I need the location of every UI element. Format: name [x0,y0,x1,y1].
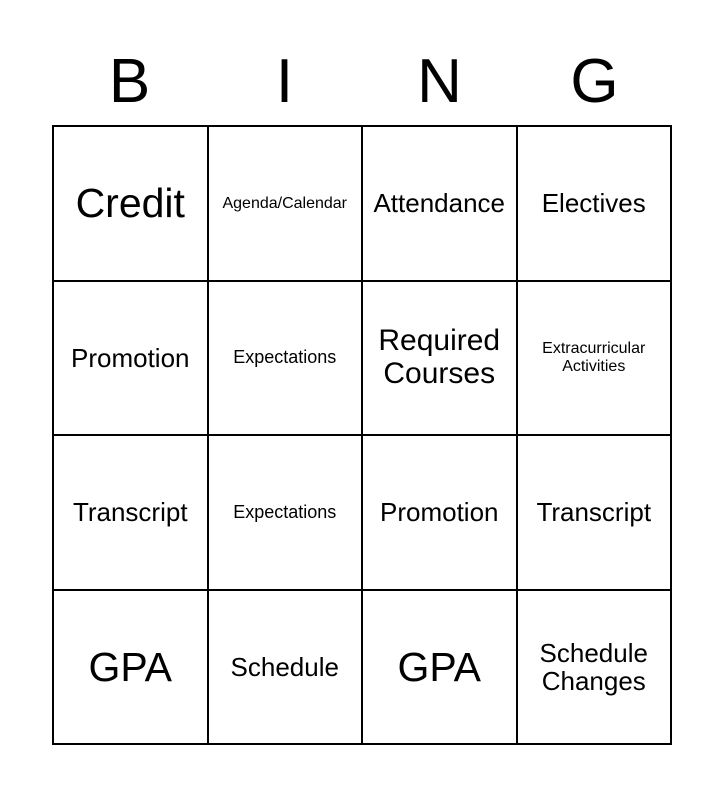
bingo-cell[interactable] [54,127,209,282]
bingo-cell[interactable] [209,591,364,746]
header-letter-n: N [417,47,462,116]
bingo-cell-label: Promotion [380,497,499,528]
bingo-cell[interactable] [209,282,364,437]
bingo-cell[interactable] [363,282,518,437]
bingo-cell[interactable] [54,591,209,746]
bingo-cell[interactable] [54,436,209,591]
bingo-cell-label: GPA [397,643,482,690]
bingo-header [52,46,672,118]
bingo-cell[interactable] [363,436,518,591]
bingo-cell-label: Schedule Changes [539,637,648,696]
bingo-cell-label: Transcript [536,497,652,528]
bingo-cell-label: Required Courses [378,324,501,390]
bingo-cell[interactable] [209,436,364,591]
bingo-cell-label: Promotion [71,342,190,373]
bingo-cell[interactable] [518,436,673,591]
bingo-cell[interactable] [518,591,673,746]
bingo-cell-label: Schedule [230,651,339,682]
header-letter-i: I [275,47,294,116]
bingo-cell[interactable] [54,282,209,437]
bingo-cell-label: Extracurricular Activities [542,340,646,375]
bingo-cell-label: GPA [88,643,173,690]
bingo-cell-label: Transcript [72,497,188,528]
header-letter-g: G [570,47,619,116]
bingo-cell-label: Expectations [233,501,337,522]
bingo-cell-label: Agenda/Calendar [222,194,348,212]
header-letter-b: B [108,47,151,116]
bingo-cell-label: Credit [75,180,185,227]
bingo-cell[interactable] [518,127,673,282]
bingo-cell[interactable] [518,282,673,437]
bingo-grid [52,125,672,745]
bingo-cell-label: Expectations [233,347,337,368]
bingo-cell[interactable] [363,591,518,746]
bingo-cell-label: Electives [541,188,646,219]
bingo-cell[interactable] [209,127,364,282]
bingo-cell-label: Attendance [373,188,506,219]
bingo-cell[interactable] [363,127,518,282]
